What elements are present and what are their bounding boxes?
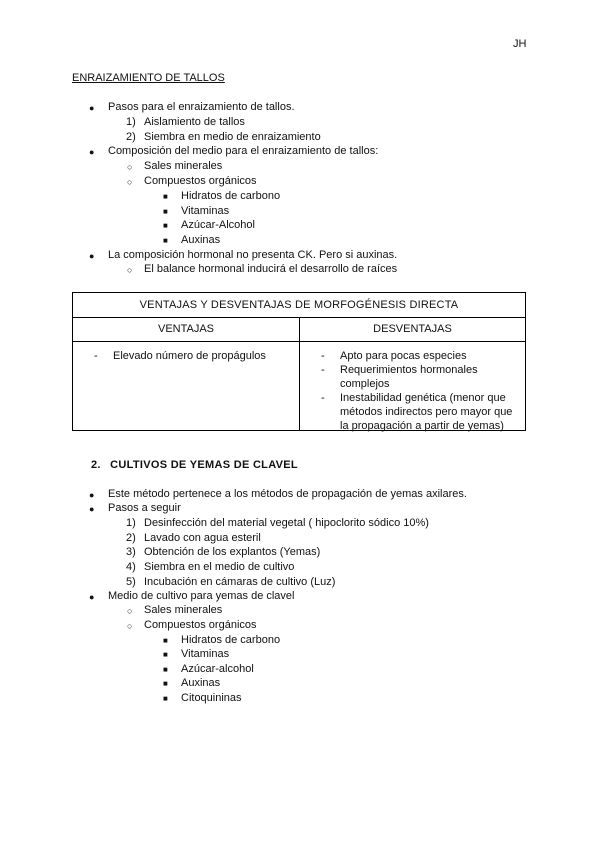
list-item: Auxinas bbox=[181, 234, 221, 246]
table-item: complejos bbox=[340, 378, 390, 390]
list-item: Composición del medio para el enraizamiento de tallos: bbox=[108, 145, 379, 157]
section-number: 2. bbox=[91, 459, 101, 471]
list-item: Medio de cultivo para yemas de clavel bbox=[108, 590, 295, 602]
table-title: VENTAJAS Y DESVENTAJAS DE MORFOGÉNESIS DIRECTA bbox=[73, 293, 526, 318]
list-item: Aislamiento de tallos bbox=[144, 116, 245, 128]
table-header-desventajas: DESVENTAJAS bbox=[300, 318, 526, 342]
list-item: Desinfección del material vegetal ( hipoclorito sódico 10%) bbox=[144, 517, 429, 529]
circle-bullet-icon: ○ bbox=[127, 265, 133, 275]
bullet-icon: ● bbox=[89, 490, 95, 500]
list-number: 2) bbox=[126, 532, 136, 544]
bullet-icon: ● bbox=[89, 103, 95, 113]
list-item: El balance hormonal inducirá el desarrollo de raíces bbox=[144, 263, 398, 275]
circle-bullet-icon: ○ bbox=[127, 606, 133, 616]
list-item: Vitaminas bbox=[181, 205, 230, 217]
list-item: Este método pertenece a los métodos de propagación de yemas axilares. bbox=[108, 488, 467, 500]
table-item: Elevado número de propágulos bbox=[113, 350, 266, 362]
circle-bullet-icon: ○ bbox=[127, 177, 133, 187]
square-bullet-icon: ■ bbox=[163, 650, 168, 659]
square-bullet-icon: ■ bbox=[163, 636, 168, 645]
list-item: Siembra en medio de enraizamiento bbox=[144, 131, 321, 143]
list-item: Pasos para el enraizamiento de tallos. bbox=[108, 101, 295, 113]
list-item: La composición hormonal no presenta CK. Pero si auxinas. bbox=[108, 249, 398, 261]
bullet-icon: ● bbox=[89, 147, 95, 157]
circle-bullet-icon: ○ bbox=[127, 621, 133, 631]
list-item: Compuestos orgánicos bbox=[144, 175, 257, 187]
page-initials: JH bbox=[513, 38, 527, 50]
list-item: Obtención de los explantos (Yemas) bbox=[144, 546, 321, 558]
list-number: 5) bbox=[126, 576, 136, 588]
circle-bullet-icon: ○ bbox=[127, 162, 133, 172]
table-header-ventajas: VENTAJAS bbox=[73, 318, 300, 342]
list-number: 3) bbox=[126, 546, 136, 558]
list-item: Sales minerales bbox=[144, 160, 223, 172]
section-title: CULTIVOS DE YEMAS DE CLAVEL bbox=[110, 459, 298, 471]
bullet-icon: ● bbox=[89, 251, 95, 261]
list-item: Azúcar-Alcohol bbox=[181, 219, 255, 231]
square-bullet-icon: ■ bbox=[163, 694, 168, 703]
list-item: Azúcar-alcohol bbox=[181, 663, 254, 675]
list-item: Auxinas bbox=[181, 677, 221, 689]
table-item: Requerimientos hormonales bbox=[340, 364, 478, 376]
table-item: Apto para pocas especies bbox=[340, 350, 467, 362]
list-item: Lavado con agua esteril bbox=[144, 532, 261, 544]
table-item: Inestabilidad genética (menor que bbox=[340, 392, 506, 404]
section2-heading bbox=[91, 458, 298, 473]
list-item: Vitaminas bbox=[181, 648, 230, 660]
list-item: Citoquininas bbox=[181, 692, 242, 704]
square-bullet-icon: ■ bbox=[163, 665, 168, 674]
dash-bullet: - bbox=[321, 350, 325, 362]
table-item: la propagación a partir de yemas) bbox=[340, 420, 504, 432]
square-bullet-icon: ■ bbox=[163, 236, 168, 245]
dash-bullet: - bbox=[94, 350, 98, 362]
square-bullet-icon: ■ bbox=[163, 192, 168, 201]
dash-bullet: - bbox=[321, 392, 325, 404]
square-bullet-icon: ■ bbox=[163, 207, 168, 216]
table-item: métodos indirectos pero mayor que bbox=[340, 406, 513, 418]
dash-bullet: - bbox=[321, 364, 325, 376]
advantages-table bbox=[72, 292, 526, 431]
section-title: ENRAIZAMIENTO DE TALLOS bbox=[72, 72, 225, 84]
list-number: 1) bbox=[126, 116, 136, 128]
bullet-icon: ● bbox=[89, 592, 95, 602]
list-number: 1) bbox=[126, 517, 136, 529]
table-cell-desventajas bbox=[300, 342, 526, 431]
list-item: Hidratos de carbono bbox=[181, 634, 281, 646]
bullet-icon: ● bbox=[89, 504, 95, 514]
list-number: 2) bbox=[126, 131, 136, 143]
square-bullet-icon: ■ bbox=[163, 679, 168, 688]
list-item: Pasos a seguir bbox=[108, 502, 181, 514]
list-item: Incubación en cámaras de cultivo (Luz) bbox=[144, 576, 336, 588]
table-cell-ventajas bbox=[73, 342, 300, 431]
list-number: 4) bbox=[126, 561, 136, 573]
list-item: Siembra en el medio de cultivo bbox=[144, 561, 295, 573]
square-bullet-icon: ■ bbox=[163, 221, 168, 230]
list-item: Hidratos de carbono bbox=[181, 190, 281, 202]
list-item: Sales minerales bbox=[144, 604, 223, 616]
list-item: Compuestos orgánicos bbox=[144, 619, 257, 631]
